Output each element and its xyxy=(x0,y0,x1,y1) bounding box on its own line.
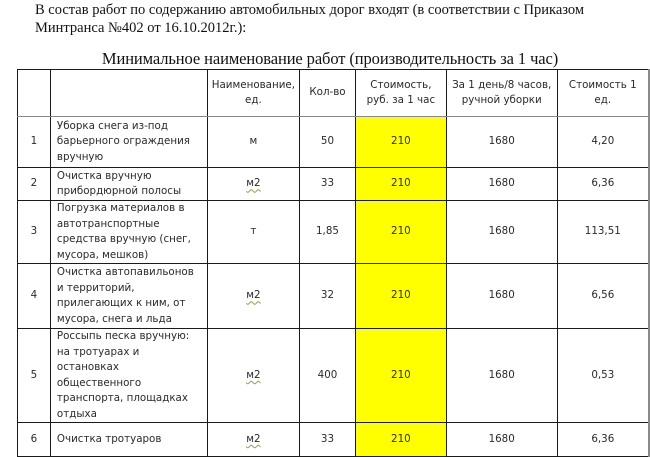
row-cost-unit: 6,36 xyxy=(557,423,649,457)
table-row xyxy=(18,168,650,201)
row-cost-hour: 210 xyxy=(355,329,446,423)
row-qty: 50 xyxy=(300,117,356,168)
row-name: Россыпь песка вручную: на тротуарах и остановках общественного транспорта, площадках отдыха xyxy=(50,329,207,423)
row-num: 3 xyxy=(18,201,51,264)
table-header-row xyxy=(18,70,650,117)
row-cost-hour: 210 xyxy=(355,423,446,457)
row-num: 5 xyxy=(18,329,51,423)
row-cost-hour: 210 xyxy=(355,168,446,201)
intro-paragraph: В состав работ по содержанию автомобильных дорог входят (в соответствии с Приказом Минтранса №402 от 16.10.2012г.): xyxy=(35,2,585,36)
header-num xyxy=(18,70,51,117)
table-row xyxy=(18,423,650,457)
header-per-day: За 1 день/8 часов, ручной уборки xyxy=(446,70,557,117)
works-table xyxy=(17,69,650,457)
header-cost-unit: Стоимость 1 ед. xyxy=(557,70,649,117)
row-num: 1 xyxy=(18,117,51,168)
row-unit: м2 xyxy=(246,432,261,445)
row-name: Очистка тротуаров xyxy=(50,423,207,457)
row-unit-cell xyxy=(207,423,299,457)
row-name: Уборка снега из-под барьерного ограждения вручную xyxy=(50,117,207,168)
row-unit: м xyxy=(207,117,299,168)
row-cost-unit: 4,20 xyxy=(557,117,649,168)
row-qty: 33 xyxy=(300,423,356,457)
table-row xyxy=(18,201,650,264)
row-name: Очистка вручную прибордюрной полосы xyxy=(50,168,207,201)
header-qty: Кол-во xyxy=(300,70,356,117)
row-unit-cell xyxy=(207,329,299,423)
header-unit: Наименование, ед. xyxy=(207,70,299,117)
row-per-day: 1680 xyxy=(446,201,557,264)
row-qty: 1,85 xyxy=(300,201,356,264)
row-cost-hour: 210 xyxy=(355,117,446,168)
row-num: 4 xyxy=(18,264,51,329)
row-qty: 32 xyxy=(300,264,356,329)
row-unit: м2 xyxy=(246,289,261,302)
row-per-day: 1680 xyxy=(446,117,557,168)
row-per-day: 1680 xyxy=(446,423,557,457)
table-row xyxy=(18,117,650,168)
row-cost-hour: 210 xyxy=(355,201,446,264)
row-unit: т xyxy=(207,201,299,264)
row-name: Очистка автопавильонов и территорий, прилегающих к ним, от мусора, снега и льда xyxy=(50,264,207,329)
row-qty: 400 xyxy=(300,329,356,423)
row-cost-hour: 210 xyxy=(355,264,446,329)
row-per-day: 1680 xyxy=(446,264,557,329)
row-per-day: 1680 xyxy=(446,168,557,201)
header-cost-hour: Стоимость, руб. за 1 час xyxy=(355,70,446,117)
row-unit-cell xyxy=(207,264,299,329)
row-cost-unit: 6,56 xyxy=(557,264,649,329)
table-row xyxy=(18,329,650,423)
row-per-day: 1680 xyxy=(446,329,557,423)
row-name: Погрузка материалов в автотранспортные средства вручную (снег, мусора, мешков) xyxy=(50,201,207,264)
row-unit-cell xyxy=(207,168,299,201)
header-name xyxy=(50,70,207,117)
row-cost-unit: 0,53 xyxy=(557,329,649,423)
table-row xyxy=(18,264,650,329)
table-title: Минимальное наименование работ (производительность за 1 час) xyxy=(101,49,559,68)
row-unit: м2 xyxy=(246,177,261,190)
row-cost-unit: 6,36 xyxy=(557,168,649,201)
row-num: 6 xyxy=(18,423,51,457)
row-unit: м2 xyxy=(246,368,261,381)
row-num: 2 xyxy=(18,168,51,201)
row-cost-unit: 113,51 xyxy=(557,201,649,264)
row-qty: 33 xyxy=(300,168,356,201)
